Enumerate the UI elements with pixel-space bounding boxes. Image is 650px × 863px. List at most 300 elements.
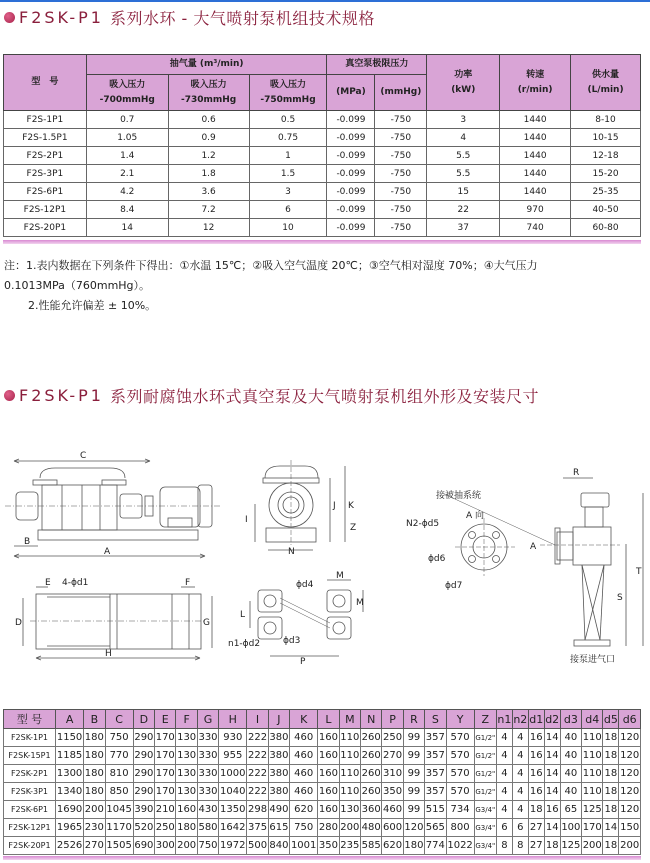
dim-cell: 110 xyxy=(339,729,360,747)
dim-row xyxy=(4,783,641,801)
dim-cell: 4 xyxy=(496,765,512,783)
dim-cell: 565 xyxy=(425,819,446,837)
notes xyxy=(4,256,644,316)
spec-cell: 740 xyxy=(500,219,571,237)
spec-cell: 40-50 xyxy=(571,201,641,219)
spec-cell: -750 xyxy=(375,219,427,237)
dim-cell: 170 xyxy=(155,783,176,801)
dim-header-cell: d3 xyxy=(560,710,581,729)
dim-cell: 774 xyxy=(425,837,446,855)
dim-header-cell: M xyxy=(339,710,360,729)
dim-header-cell: n1 xyxy=(496,710,512,729)
dim-cell: 290 xyxy=(133,783,154,801)
section1-model: F2SK-P1 xyxy=(19,8,104,27)
th-water: 供水量 (L/min) xyxy=(571,55,641,111)
dim-cell: 222 xyxy=(247,765,268,783)
dim-cell: 290 xyxy=(133,765,154,783)
dim-cell: 170 xyxy=(155,729,176,747)
dim-cell: 770 xyxy=(105,747,133,765)
dim-cell: 110 xyxy=(582,747,603,765)
dim-cell: 380 xyxy=(268,783,289,801)
dim-cell: 14 xyxy=(544,765,560,783)
svg-text:接被抽系统: 接被抽系统 xyxy=(436,491,482,501)
svg-text:M: M xyxy=(356,598,364,608)
dim-cell: 1170 xyxy=(105,819,133,837)
dim-cell: 490 xyxy=(268,801,289,819)
spec-cell: 15 xyxy=(427,183,500,201)
dim-cell: 480 xyxy=(361,819,382,837)
svg-text:M: M xyxy=(336,571,344,581)
spec-cell: 60-80 xyxy=(571,219,641,237)
dim-cell: 270 xyxy=(84,837,105,855)
dim-cell: 16 xyxy=(528,729,544,747)
dim-cell: 750 xyxy=(105,729,133,747)
spec-cell: 7.2 xyxy=(168,201,249,219)
spec-cell: 1.2 xyxy=(168,147,249,165)
dim-cell: 570 xyxy=(446,783,474,801)
th-p730: 吸入压力 -730mmHg xyxy=(168,75,249,111)
dim-cell: 125 xyxy=(582,801,603,819)
dim-cell: F2SK-12P1 xyxy=(4,819,56,837)
spec-cell: -0.099 xyxy=(327,165,375,183)
dim-cell: 840 xyxy=(268,837,289,855)
dim-header-cell: K xyxy=(290,710,318,729)
bullet-icon xyxy=(4,390,15,401)
dim-cell: 110 xyxy=(582,765,603,783)
spec-cell: F2S-1P1 xyxy=(4,111,87,129)
dim-header-cell: d1 xyxy=(528,710,544,729)
svg-text:C: C xyxy=(80,451,87,461)
dim-cell: 260 xyxy=(361,783,382,801)
section2-model: F2SK-P1 xyxy=(19,386,104,405)
dim-header-cell: D xyxy=(133,710,154,729)
spec-cell: 4 xyxy=(427,129,500,147)
spec-cell: 14 xyxy=(86,219,168,237)
dim-cell: G3/4" xyxy=(474,837,496,855)
svg-text:D: D xyxy=(15,618,22,628)
dim-row xyxy=(4,729,641,747)
dim-cell: 120 xyxy=(619,765,641,783)
base-view-drawing xyxy=(23,587,212,660)
dim-cell: 18 xyxy=(603,747,619,765)
spec-cell: -750 xyxy=(375,147,427,165)
dim-cell: 620 xyxy=(290,801,318,819)
spec-cell: 0.75 xyxy=(249,129,327,147)
dim-cell: 14 xyxy=(544,747,560,765)
section1-title xyxy=(4,6,375,29)
dim-cell: F2SK-3P1 xyxy=(4,783,56,801)
spec-cell: 6 xyxy=(249,201,327,219)
dim-cell: 180 xyxy=(84,729,105,747)
spec-cell: 1440 xyxy=(500,111,571,129)
dim-cell: 260 xyxy=(361,747,382,765)
dim-cell: 99 xyxy=(403,765,424,783)
spec-cell: 8.4 xyxy=(86,201,168,219)
th-p700: 吸入压力 -700mmHg xyxy=(86,75,168,111)
dim-cell: 16 xyxy=(528,765,544,783)
svg-text:N2-ϕd5: N2-ϕd5 xyxy=(406,519,440,529)
dim-cell: 200 xyxy=(619,837,641,855)
dim-cell: 460 xyxy=(290,747,318,765)
dim-cell: 690 xyxy=(133,837,154,855)
dim-header-cell: G xyxy=(197,710,218,729)
dim-cell: 170 xyxy=(155,747,176,765)
th-p750: 吸入压力 -750mmHg xyxy=(249,75,327,111)
spec-cell: -750 xyxy=(375,183,427,201)
dim-cell: 130 xyxy=(176,783,197,801)
dim-cell: 260 xyxy=(361,729,382,747)
spec-cell: F2S-20P1 xyxy=(4,219,87,237)
dim-header-cell: Y xyxy=(446,710,474,729)
dim-cell: 585 xyxy=(361,837,382,855)
dim-cell: 14 xyxy=(544,729,560,747)
dim-cell: 620 xyxy=(382,837,403,855)
spec-cell: F2S-12P1 xyxy=(4,201,87,219)
dim-cell: 515 xyxy=(425,801,446,819)
dim-row xyxy=(4,747,641,765)
dim-cell: 330 xyxy=(197,747,218,765)
dim-cell: G1/2" xyxy=(474,729,496,747)
note-line-3: 2.性能允许偏差 ± 10%。 xyxy=(28,299,157,312)
dim-cell: 230 xyxy=(84,819,105,837)
svg-text:n1-ϕd2: n1-ϕd2 xyxy=(228,639,261,649)
dim-cell: 380 xyxy=(268,729,289,747)
dim-cell: 375 xyxy=(247,819,268,837)
spec-cell: -750 xyxy=(375,201,427,219)
dim-cell: 1505 xyxy=(105,837,133,855)
dim-cell: F2SK-6P1 xyxy=(4,801,56,819)
dim-cell: G1/2" xyxy=(474,747,496,765)
dim-cell: G1/2" xyxy=(474,783,496,801)
dim-cell: 430 xyxy=(197,801,218,819)
dim-cell: F2SK-1P1 xyxy=(4,729,56,747)
dim-cell: 180 xyxy=(84,765,105,783)
dim-cell: 290 xyxy=(133,729,154,747)
spec-cell: 1440 xyxy=(500,165,571,183)
svg-text:P: P xyxy=(300,657,306,667)
dim-cell: F2SK-15P1 xyxy=(4,747,56,765)
dim-cell: 734 xyxy=(446,801,474,819)
spec-cell: 3 xyxy=(249,183,327,201)
spec-cell: 1440 xyxy=(500,129,571,147)
dim-header-cell: d5 xyxy=(603,710,619,729)
spec-cell: 0.6 xyxy=(168,111,249,129)
dim-cell: 27 xyxy=(528,837,544,855)
bullet-icon xyxy=(4,12,15,23)
dim-cell: 100 xyxy=(560,819,581,837)
spec-cell: 0.9 xyxy=(168,129,249,147)
dim-cell: 570 xyxy=(446,747,474,765)
dim-cell: 120 xyxy=(403,819,424,837)
svg-text:H: H xyxy=(105,649,112,659)
spec-cell: -0.099 xyxy=(327,129,375,147)
dim-cell: 110 xyxy=(339,747,360,765)
spec-cell: 3 xyxy=(427,111,500,129)
dim-cell: 8 xyxy=(512,837,528,855)
svg-text:4-ϕd1: 4-ϕd1 xyxy=(62,578,89,588)
svg-text:I: I xyxy=(245,515,248,525)
spec-cell: F2S-1.5P1 xyxy=(4,129,87,147)
spec-cell: 0.5 xyxy=(249,111,327,129)
svg-text:K: K xyxy=(348,501,354,511)
dim-cell: 810 xyxy=(105,765,133,783)
dim-cell: 460 xyxy=(290,765,318,783)
dim-cell: 160 xyxy=(318,765,339,783)
dim-cell: 380 xyxy=(268,747,289,765)
dim-header-cell: Z xyxy=(474,710,496,729)
dim-cell: 570 xyxy=(446,729,474,747)
dim-cell: 4 xyxy=(496,783,512,801)
dim-cell: 330 xyxy=(197,765,218,783)
dim-cell: 160 xyxy=(318,747,339,765)
spec-cell: -750 xyxy=(375,111,427,129)
dim-cell: 110 xyxy=(339,783,360,801)
dim-cell: 270 xyxy=(382,747,403,765)
dim-cell: 18 xyxy=(603,801,619,819)
dim-cell: 99 xyxy=(403,801,424,819)
dim-header-cell: d2 xyxy=(544,710,560,729)
svg-text:Z: Z xyxy=(350,523,357,533)
dim-cell: 1022 xyxy=(446,837,474,855)
dim-cell: 18 xyxy=(603,783,619,801)
dim-cell: 260 xyxy=(361,765,382,783)
spec-cell: 1.4 xyxy=(86,147,168,165)
dim-cell: 1040 xyxy=(219,783,247,801)
dim-cell: 110 xyxy=(582,729,603,747)
dim-cell: 380 xyxy=(268,765,289,783)
dim-cell: 120 xyxy=(619,801,641,819)
spec-cell: 1.5 xyxy=(249,165,327,183)
spec-row xyxy=(4,129,641,147)
dim-cell: 955 xyxy=(219,747,247,765)
dim-cell: 40 xyxy=(560,729,581,747)
svg-text:A: A xyxy=(530,542,537,552)
th-vacuum: 真空泵极限压力 xyxy=(327,55,427,75)
dim-cell: 520 xyxy=(133,819,154,837)
dim-cell: 850 xyxy=(105,783,133,801)
dim-cell: 14 xyxy=(544,819,560,837)
dim-cell: 4 xyxy=(496,801,512,819)
dim-cell: 65 xyxy=(560,801,581,819)
dim-cell: 40 xyxy=(560,765,581,783)
dim-cell: 200 xyxy=(176,837,197,855)
dim-cell: 130 xyxy=(176,747,197,765)
dim-cell: 130 xyxy=(339,801,360,819)
dim-cell: 160 xyxy=(318,783,339,801)
spec-row xyxy=(4,147,641,165)
dim-cell: 460 xyxy=(382,801,403,819)
spec-cell: 10-15 xyxy=(571,129,641,147)
spec-row xyxy=(4,111,641,129)
dim-cell: 357 xyxy=(425,765,446,783)
dim-header-cell: L xyxy=(318,710,339,729)
svg-text:R: R xyxy=(573,468,580,478)
dim-cell: 298 xyxy=(247,801,268,819)
spec-cell: 15-20 xyxy=(571,165,641,183)
dim-header-cell: J xyxy=(268,710,289,729)
dim-cell: 250 xyxy=(155,819,176,837)
th-pumping: 抽气量 (m³/min) xyxy=(86,55,327,75)
dim-cell: 4 xyxy=(512,783,528,801)
dim-header-cell: I xyxy=(247,710,268,729)
dim-cell: 1972 xyxy=(219,837,247,855)
dim-header-cell: P xyxy=(382,710,403,729)
dim-cell: 180 xyxy=(84,783,105,801)
dim-row xyxy=(4,819,641,837)
section1-heading: 系列水环 - 大气喷射泵机组技术规格 xyxy=(109,9,375,28)
dim-header-row xyxy=(4,710,641,729)
svg-text:A 向: A 向 xyxy=(466,511,485,521)
spec-cell: -750 xyxy=(375,165,427,183)
dim-cell: 110 xyxy=(582,783,603,801)
dim-header-cell: A xyxy=(56,710,84,729)
dim-cell: 160 xyxy=(176,801,197,819)
dim-cell: 930 xyxy=(219,729,247,747)
dim-cell: 170 xyxy=(155,765,176,783)
dim-cell: F2SK-20P1 xyxy=(4,837,56,855)
dim-cell: 357 xyxy=(425,747,446,765)
dim-cell: 357 xyxy=(425,783,446,801)
spec-cell: 1440 xyxy=(500,183,571,201)
spec-cell: -0.099 xyxy=(327,111,375,129)
dim-header-cell: F xyxy=(176,710,197,729)
th-power: 功率 (kW) xyxy=(427,55,500,111)
dim-header-cell: R xyxy=(403,710,424,729)
section2-heading: 系列耐腐蚀水环式真空泵及大气喷射泵机组外形及安装尺寸 xyxy=(109,387,539,406)
dim-cell: 4 xyxy=(496,747,512,765)
dim-cell: 180 xyxy=(176,819,197,837)
dim-cell: 27 xyxy=(528,819,544,837)
dim-cell: 18 xyxy=(603,765,619,783)
dim-cell: 1350 xyxy=(219,801,247,819)
dim-cell: 250 xyxy=(382,729,403,747)
dim-cell: 125 xyxy=(560,837,581,855)
dim-cell: 99 xyxy=(403,747,424,765)
svg-text:ϕd7: ϕd7 xyxy=(445,581,463,591)
dim-cell: 120 xyxy=(619,747,641,765)
spec-cell: 0.7 xyxy=(86,111,168,129)
dim-cell: 460 xyxy=(290,783,318,801)
flange-pattern-drawing xyxy=(250,580,363,656)
dim-cell: 330 xyxy=(197,783,218,801)
th-model: 型 号 xyxy=(4,55,87,111)
dim-cell: 300 xyxy=(155,837,176,855)
dim-cell: 1185 xyxy=(56,747,84,765)
dim-header-cell: d6 xyxy=(619,710,641,729)
dim-cell: 750 xyxy=(290,819,318,837)
dim-cell: F2SK-2P1 xyxy=(4,765,56,783)
spec-cell: -0.099 xyxy=(327,201,375,219)
ejector-drawing xyxy=(540,478,643,646)
dim-cell: 120 xyxy=(619,729,641,747)
dim-cell: 6 xyxy=(496,819,512,837)
dim-cell: 130 xyxy=(176,729,197,747)
dim-cell: G3/4" xyxy=(474,819,496,837)
dim-cell: 18 xyxy=(603,729,619,747)
dim-cell: 330 xyxy=(197,729,218,747)
dim-cell: 1690 xyxy=(56,801,84,819)
dim-row xyxy=(4,765,641,783)
dim-cell: 580 xyxy=(197,819,218,837)
spec-cell: F2S-6P1 xyxy=(4,183,87,201)
dim-cell: 750 xyxy=(197,837,218,855)
dim-cell: 18 xyxy=(544,837,560,855)
dim-header-cell: H xyxy=(219,710,247,729)
dim-header-cell: n2 xyxy=(512,710,528,729)
dim-cell: 120 xyxy=(619,783,641,801)
spec-cell: 25-35 xyxy=(571,183,641,201)
dim-cell: 357 xyxy=(425,729,446,747)
dim-header-cell: C xyxy=(105,710,133,729)
svg-text:ϕd3: ϕd3 xyxy=(283,636,301,646)
dim-cell: 350 xyxy=(382,783,403,801)
dim-cell: 200 xyxy=(339,819,360,837)
side-view-drawing xyxy=(5,459,220,558)
dim-cell: 600 xyxy=(382,819,403,837)
dim-cell: 222 xyxy=(247,729,268,747)
dim-cell: 2526 xyxy=(56,837,84,855)
top-border xyxy=(0,0,650,2)
dim-row xyxy=(4,801,641,819)
svg-text:F: F xyxy=(185,578,191,588)
dim-cell: 1150 xyxy=(56,729,84,747)
svg-text:ϕd6: ϕd6 xyxy=(428,554,446,564)
dim-cell: 170 xyxy=(582,819,603,837)
spec-cell: 22 xyxy=(427,201,500,219)
spec-cell: -0.099 xyxy=(327,183,375,201)
spec-cell: 37 xyxy=(427,219,500,237)
th-speed: 转速 (r/min) xyxy=(500,55,571,111)
dim-cell: 390 xyxy=(133,801,154,819)
dim-cell: 180 xyxy=(84,747,105,765)
spec-row xyxy=(4,201,641,219)
spec-cell: 12 xyxy=(168,219,249,237)
dim-cell: 130 xyxy=(176,765,197,783)
spec-cell: -0.099 xyxy=(327,219,375,237)
spec-cell: 1440 xyxy=(500,147,571,165)
spec-cell: -0.099 xyxy=(327,147,375,165)
spec-cell: 5.5 xyxy=(427,147,500,165)
dim-cell: 1045 xyxy=(105,801,133,819)
spec-cell: 2.1 xyxy=(86,165,168,183)
dim-cell: 160 xyxy=(318,801,339,819)
dim-cell: 99 xyxy=(403,729,424,747)
dim-cell: 200 xyxy=(84,801,105,819)
spec-cell: 12-18 xyxy=(571,147,641,165)
dim-cell: 4 xyxy=(512,801,528,819)
dim-cell: 40 xyxy=(560,783,581,801)
dim-cell: 14 xyxy=(603,819,619,837)
dim-cell: 16 xyxy=(528,747,544,765)
dim-cell: 280 xyxy=(318,819,339,837)
dim-cell: 460 xyxy=(290,729,318,747)
dim-cell: 8 xyxy=(496,837,512,855)
dim-cell: 310 xyxy=(382,765,403,783)
svg-text:ϕd4: ϕd4 xyxy=(296,580,314,590)
dim-cell: 235 xyxy=(339,837,360,855)
dim-cell: 99 xyxy=(403,783,424,801)
dim-cell: 222 xyxy=(247,783,268,801)
svg-text:T: T xyxy=(636,567,642,577)
dim-cell: 4 xyxy=(512,747,528,765)
dim-cell: 1000 xyxy=(219,765,247,783)
dim-cell: 18 xyxy=(528,801,544,819)
spec-cell: 1.8 xyxy=(168,165,249,183)
spec-cell: 1.05 xyxy=(86,129,168,147)
th-mpa: (MPa) xyxy=(327,75,375,111)
dim-cell: 1340 xyxy=(56,783,84,801)
dim-cell: 210 xyxy=(155,801,176,819)
